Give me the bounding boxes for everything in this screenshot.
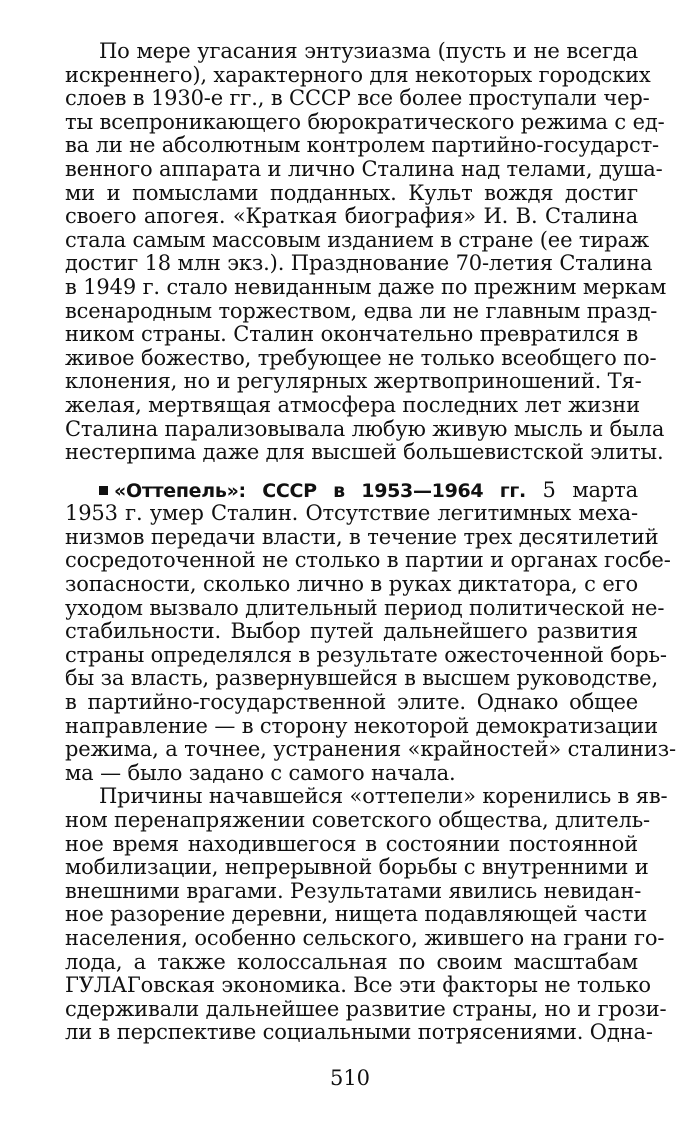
- text-line: в 1949 г. стало невиданным даже по прежним меркам: [65, 274, 667, 299]
- text-line: слоев в 1930-е гг., в СССР все более проступали чер-: [65, 86, 650, 111]
- text-line: живое божество, требующее не только всеобщего по-: [65, 345, 657, 370]
- text-line: ми и помыслами подданных. Культ вождя достиг: [65, 180, 638, 205]
- text-line: ное время находившегося в состоянии постоянной: [65, 831, 638, 856]
- text-line: желая, мертвящая атмосфера последних лет жизни: [65, 392, 640, 417]
- text-line: населения, особенно сельского, жившего на грани го-: [65, 925, 665, 950]
- text-line: всенародным торжеством, едва ли не главным празд-: [65, 298, 658, 323]
- text-line: своего апогея. «Краткая биография» И. В. Сталина: [65, 204, 638, 229]
- text-line: внешними врагами. Результатами явились невидан-: [65, 878, 642, 903]
- text-line: достиг 18 млн экз.). Празднование 70-летия Сталина: [65, 251, 653, 276]
- text-line: нестерпима даже для высшей большевистской элиты.: [65, 440, 664, 465]
- text-line: ты всепроникающего бюрократического режима с ед-: [65, 109, 665, 134]
- text-line: ГУЛАГовская экономика. Все эти факторы не только: [65, 973, 651, 998]
- text-line: ником страны. Сталин окончательно превратился в: [65, 322, 638, 347]
- text-line: уходом вызвало длительный период политической не-: [65, 595, 665, 620]
- text-line: сдерживали дальнейшее развитие страны, но и грози-: [65, 996, 667, 1021]
- text-line: Сталина парализовывала любую живую мысль и была: [65, 416, 665, 441]
- paragraph-thaw-causes: [65, 784, 668, 1045]
- text-line: Причины начавшейся «оттепели» коренились в яв-: [99, 784, 668, 809]
- section-gap: [65, 465, 638, 479]
- text-line: ма — было задано с самого начала.: [65, 760, 456, 785]
- section-heading-line: [65, 479, 638, 503]
- text-line: направление — в сторону некоторой демократизации: [65, 713, 658, 738]
- text-line: клонения, но и регулярных жертвоприношений. Тя-: [65, 369, 642, 394]
- text-line: ли в перспективе социальными потрясениями. Одна-: [65, 1020, 653, 1045]
- section-heading: «Оттепель»: СССР в 1953—1964 гг.: [114, 479, 526, 502]
- text-line: низмов передачи власти, в течение трех десятилетий: [65, 524, 659, 549]
- square-bullet-icon: [99, 486, 108, 495]
- text-line: сосредоточенной не столько в партии и органах госбе-: [65, 548, 671, 573]
- text-line: ное разорение деревни, нищета подавляющей части: [65, 902, 648, 927]
- text-line: зопасности, сколько лично в руках диктатора, с его: [65, 572, 638, 597]
- text-line: режима, а точнее, устранения «крайностей» сталиниз-: [65, 737, 676, 762]
- section-thaw: [65, 477, 676, 786]
- book-page: [65, 39, 676, 1045]
- text-line: По мере угасания энтузиазма (пусть и не всегда: [99, 39, 638, 63]
- text-line: стала самым массовым изданием в стране (ее тираж: [65, 227, 650, 252]
- text-line: страны определялся в результате ожесточенной борь-: [65, 642, 667, 667]
- section-heading-continuation: 5 марта: [542, 477, 639, 502]
- text-line: ном перенапряжении советского общества, длитель-: [65, 808, 650, 832]
- text-line: ва ли не абсолютным контролем партийно-государст-: [65, 133, 659, 158]
- text-line: в партийно-государственной элите. Однако общее: [65, 690, 638, 715]
- text-line: венного аппарата и лично Сталина над телами, душа-: [65, 156, 663, 181]
- paragraph-stalin-cult: [65, 39, 667, 465]
- text-line: мобилизации, непрерывной борьбы с внутренними и: [65, 855, 649, 880]
- text-line: 1953 г. умер Сталин. Отсутствие легитимных меха-: [65, 501, 638, 526]
- text-line: искреннего), характерного для некоторых городских: [65, 62, 651, 87]
- text-line: стабильности. Выбор путей дальнейшего развития: [65, 619, 638, 644]
- text-line: бы за власть, развернувшейся в высшем руководстве,: [65, 666, 658, 691]
- page-number: 510: [329, 1066, 371, 1090]
- text-line: лода, а также колоссальная по своим масштабам: [65, 949, 638, 974]
